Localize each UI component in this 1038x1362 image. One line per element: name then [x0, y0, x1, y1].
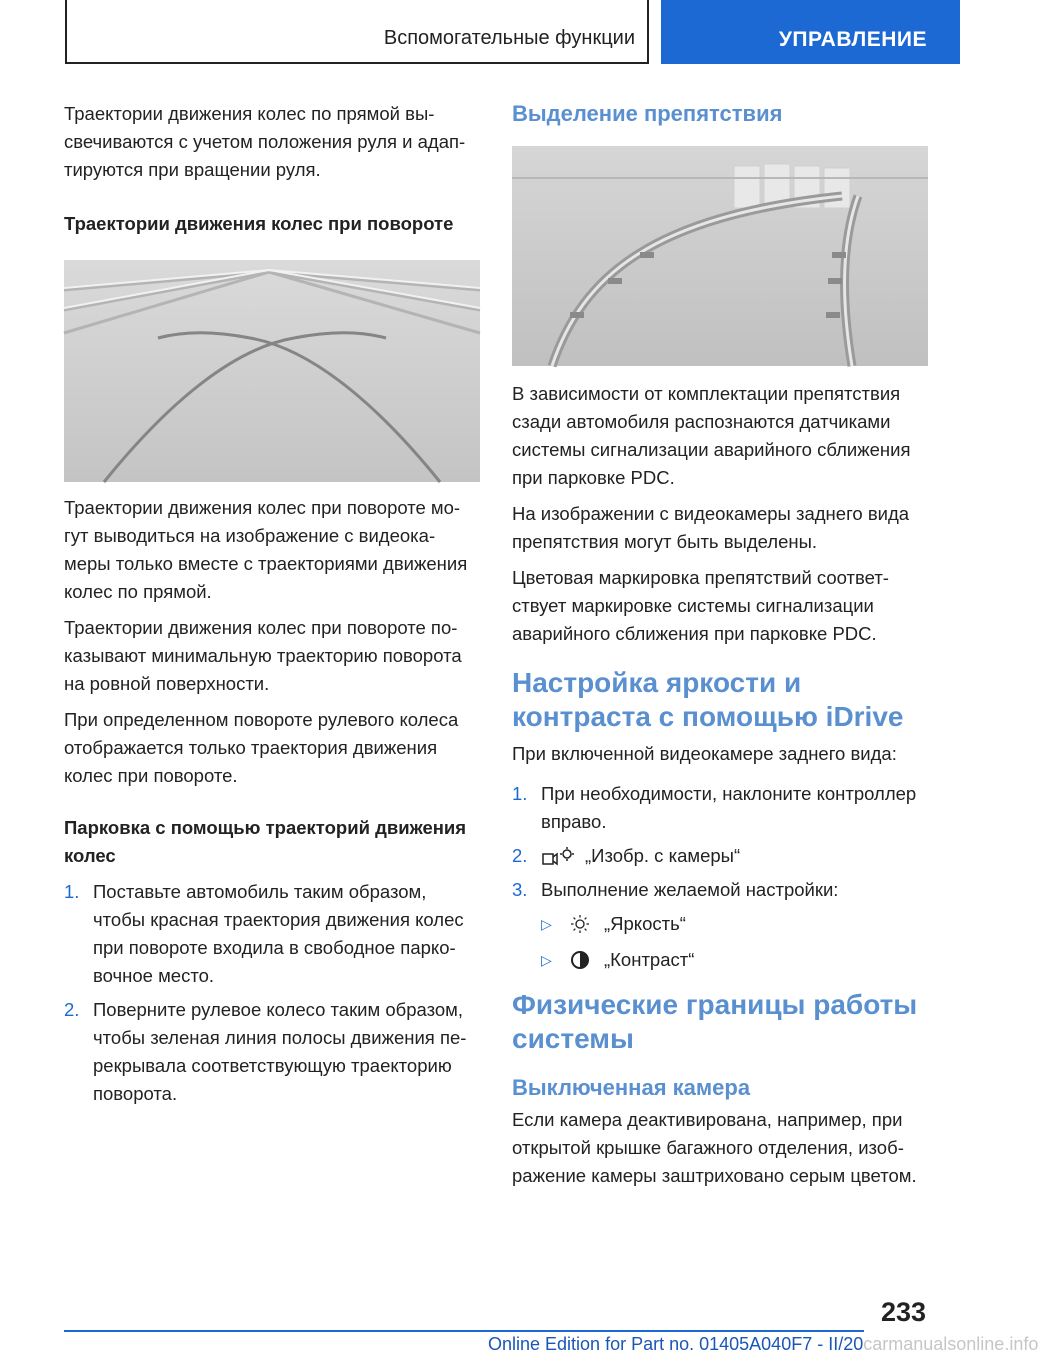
list-item: 3. Выполнение желаемой настройки:: [512, 879, 839, 900]
turn-heading: Траектории движения колес при повороте: [64, 213, 454, 234]
turn-paragraph-3: При определенном повороте рулевого колеса отображается только траектория движения колес при повороте.: [64, 709, 459, 786]
camera-off-heading: Выключенная камера: [512, 1075, 751, 1100]
brightness-heading: Настройка яркости и контраста с помощью iDrive: [512, 667, 904, 732]
header-chapter-title: УПРАВЛЕНИЕ: [778, 28, 927, 51]
list-item: 2. Поверните рулевое колесо таким образом, чтобы зеленая линия полосы движения пе-рекрывала соответствующую траекторию поворота.: [64, 999, 467, 1104]
header-section-title: Вспомогательные функции: [383, 27, 635, 49]
header-section-tab: [65, 0, 649, 64]
obstacle-marking-image: [512, 146, 928, 366]
header-chapter-tab: [661, 0, 960, 64]
brightness-option-label: „Яркость“: [604, 913, 686, 934]
turn-paragraph-1: Траектории движения колес при повороте мо-гут выводиться на изображение с видеока-меры только вместе с траекториями движения колес по прямой.: [64, 497, 468, 602]
bullet-triangle-icon: ▷: [541, 916, 552, 932]
watermark-text: carmanualsonline.info: [863, 1334, 1038, 1354]
brightness-options-list: [512, 910, 928, 974]
list-item: 2. „Изобр. с камеры“: [512, 842, 928, 870]
park-steps-list: [64, 878, 480, 1108]
obstacle-paragraph-2: На изображении с видеокамеры заднего вида препятствия могут быть выделены.: [512, 503, 910, 552]
brightness-icon: [570, 914, 590, 934]
contrast-icon: [570, 950, 590, 970]
left-column: [64, 100, 480, 1114]
brightness-intro: При включенной видеокамере заднего вида:: [512, 743, 897, 764]
camera-settings-icon: [541, 846, 575, 868]
turn-trajectory-image: [64, 260, 480, 482]
list-item: 1. При необходимости, наклоните контроллер вправо.: [512, 783, 917, 832]
footer-divider: [64, 1330, 864, 1332]
camera-off-paragraph: Если камера деактивирована, например, при открытой крышке багажного отделения, изоб-ражение камеры заштриховано серым цветом.: [512, 1109, 917, 1186]
obstacle-paragraph-3: Цветовая маркировка препятствий соответ-ствует маркировке системы сигнализации аварийного сближения при парковке PDC.: [512, 567, 889, 644]
list-item: 1. Поставьте автомобиль таким образом, чтобы красная траектория движения колес при повороте входила в свободное парко-вочное место.: [64, 881, 464, 986]
limits-heading: Физические границы работы системы: [512, 989, 918, 1054]
edition-text: Online Edition for Part no. 01405A040F7 - II/20: [488, 1334, 864, 1354]
footer-edition: [488, 1334, 1038, 1355]
park-heading: Парковка с помощью траекторий движения колес: [64, 817, 467, 866]
obstacle-paragraph-1: В зависимости от комплектации препятствия сзади автомобиля распознаются датчиками системы сигнализации аварийного сближения при парковке PDC.: [512, 383, 911, 488]
contrast-option-label: „Контраст“: [604, 949, 695, 970]
right-column: [512, 100, 928, 1190]
list-item: [512, 910, 928, 938]
brightness-steps-list: [512, 780, 928, 904]
turn-paragraph-2: Траектории движения колес при повороте по-казывают минимальную траекторию поворота на ровной поверхности.: [64, 617, 462, 694]
list-item: [512, 946, 928, 974]
intro-paragraph: Траектории движения колес по прямой вы-свечиваются с учетом положения руля и адап-тируются при вращении руля.: [64, 103, 466, 180]
page-number: 233: [880, 1297, 926, 1327]
obstacle-heading: Выделение препятствия: [512, 101, 783, 126]
bullet-triangle-icon: ▷: [541, 952, 552, 968]
